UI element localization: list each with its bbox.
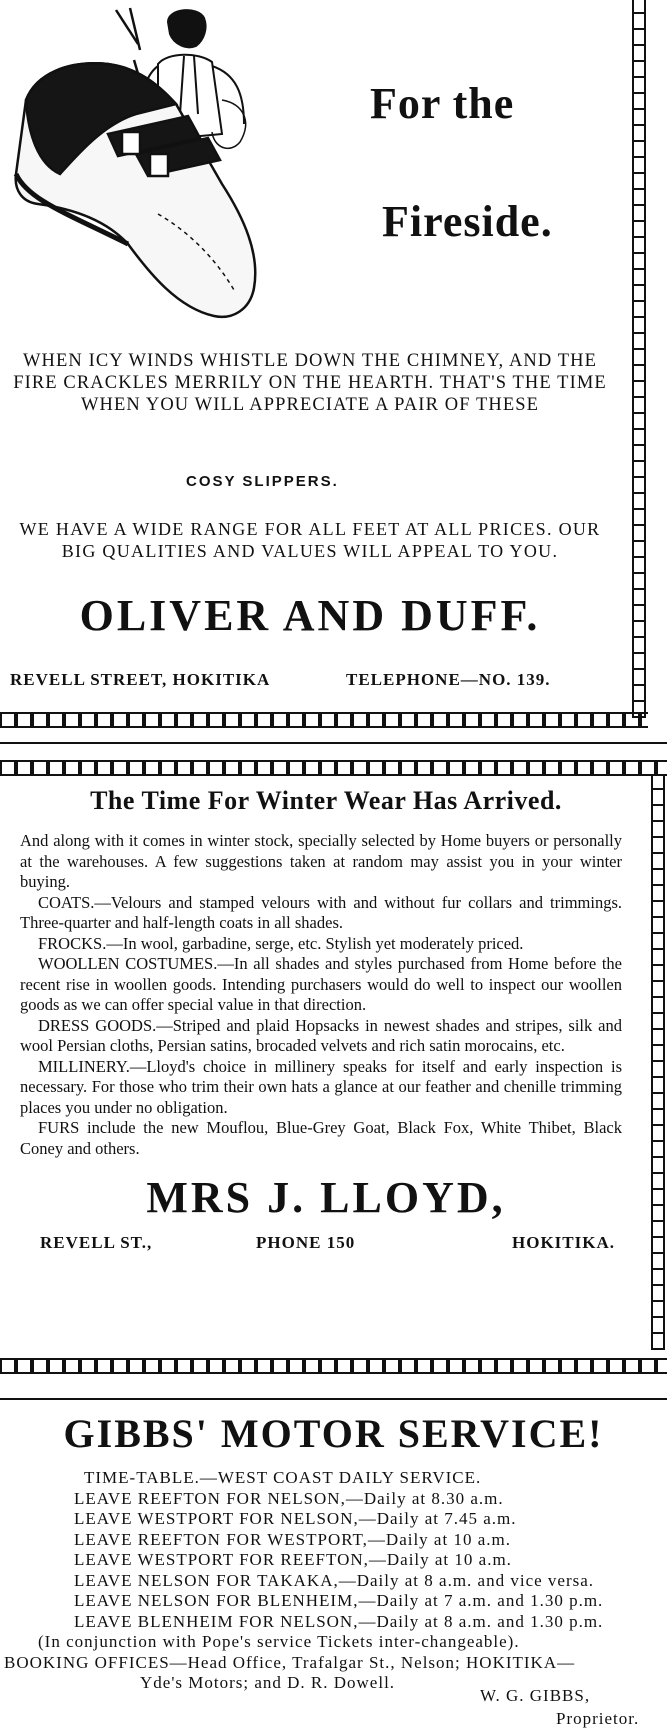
ad1-address: REVELL STREET, HOKITIKA xyxy=(10,670,271,689)
ad2-paragraph-intro: And along with it comes in winter stock, specially selected by Home buyers or personally at the warehouses. A few suggestions taken at random may assist you in your winter buying. xyxy=(20,831,622,891)
ad3-route: LEAVE REEFTON FOR NELSON,—Daily at 8.30 a.m. xyxy=(74,1488,504,1508)
ad2-paragraph-costumes: WOOLLEN COSTUMES.—In all shades and styles purchased from Home before the recent rise in woollen goods. Intending purchasers would do well to inspect our woollen goods as we can offer special value in that direction. xyxy=(20,954,622,1014)
ad3-top-rule xyxy=(0,1398,667,1400)
ad2-body-text xyxy=(20,831,622,1159)
ad2-firm-name: MRS J. LLOYD, xyxy=(146,1173,506,1222)
ad1-intro-text: WHEN ICY WINDS WHISTLE DOWN THE CHIMNEY, AND THE FIRE CRACKLES MERRILY ON THE HEARTH. THAT'S THE TIME WHEN YOU WILL APPRECIATE A PAIR OF THESE xyxy=(13,351,607,415)
ad3-route: LEAVE NELSON FOR TAKAKA,—Daily at 8 a.m. and vice versa. xyxy=(74,1570,595,1590)
ad3-route: LEAVE NELSON FOR BLENHEIM,—Daily at 7 a.m. and 1.30 p.m. xyxy=(74,1591,604,1610)
ad3-route: LEAVE WESTPORT FOR NELSON,—Daily at 7.45 a.m. xyxy=(74,1509,517,1528)
ad3-timetable xyxy=(0,1468,667,1694)
ad2-town: HOKITIKA. xyxy=(512,1233,615,1252)
ad3-heading: GIBBS' MOTOR SERVICE! xyxy=(63,1411,604,1456)
ad2-top-border xyxy=(0,760,667,776)
ad1-telephone: TELEPHONE—NO. 139. xyxy=(346,670,551,689)
ad2-heading: The Time For Winter Wear Has Arrived. xyxy=(90,786,562,815)
ad3-note: (In conjunction with Pope's service Tickets inter-changeable). xyxy=(38,1632,520,1651)
ad3-timetable-title: TIME-TABLE.—WEST COAST DAILY SERVICE. xyxy=(84,1468,482,1487)
ad2-paragraph-dress-goods: DRESS GOODS.—Striped and plaid Hopsacks in newest shades and stripes, silk and wool Persian cloths, Persian satins, brocaded velvets and rich satin morocains, etc. xyxy=(20,1015,622,1055)
ad2-top-rule xyxy=(0,742,667,744)
ad3-route: LEAVE BLENHEIM FOR NELSON,—Daily at 8 a.m. and 1.30 p.m. xyxy=(74,1611,604,1631)
ad3-booking-line2: Yde's Motors; and D. R. Dowell. xyxy=(140,1673,396,1692)
ad2-paragraph-coats: COATS.—Velours and stamped velours with and without fur collars and trimmings. Three-quarter and half-length coats in all shades. xyxy=(20,892,622,932)
ad1-bottom-border xyxy=(0,712,648,728)
ad1-product: COSY SLIPPERS. xyxy=(186,473,339,490)
ad2-paragraph-frocks: FROCKS.—In wool, garbadine, serge, etc. Stylish yet moderately priced. xyxy=(38,933,524,953)
ad1-heading-line2: Fireside. xyxy=(382,197,553,246)
ad2-paragraph-furs: FURS include the new Mouflou, Blue-Grey Goat, Black Fox, White Thibet, Black Coney and others. xyxy=(20,1118,622,1158)
ad2-paragraph-millinery: MILLINERY.—Lloyd's choice in millinery speaks for itself and early inspection is necessary. For those who trim their own hats a glance at our feather and chenille trimming places you under no obligation. xyxy=(20,1056,622,1117)
ad3-proprietor-title: Proprietor. xyxy=(556,1709,640,1728)
ad2-street: REVELL ST., xyxy=(40,1233,153,1252)
ad1-firm-name: OLIVER AND DUFF. xyxy=(79,591,541,640)
ad1-range-text: WE HAVE A WIDE RANGE FOR ALL FEET AT ALL PRICES. OUR BIG QUALITIES AND VALUES WILL APPEAL TO YOU. xyxy=(19,519,601,561)
ad3-booking-line1: BOOKING OFFICES—Head Office, Trafalgar St., Nelson; HOKITIKA— xyxy=(4,1652,576,1672)
ad1-right-border xyxy=(632,0,646,718)
ad2-phone: PHONE 150 xyxy=(256,1233,356,1252)
woman-and-slipper-illustration xyxy=(8,4,270,330)
ad2-right-border xyxy=(651,776,665,1350)
ad3-route: LEAVE REEFTON FOR WESTPORT,—Daily at 10 a.m. xyxy=(74,1529,511,1549)
ad3-signature: W. G. GIBBS, xyxy=(480,1686,591,1705)
ad2-bottom-border xyxy=(0,1358,667,1374)
ad3-route: LEAVE WESTPORT FOR REEFTON,—Daily at 10 a.m. xyxy=(74,1550,512,1569)
ad1-heading-line1: For the xyxy=(370,79,515,128)
